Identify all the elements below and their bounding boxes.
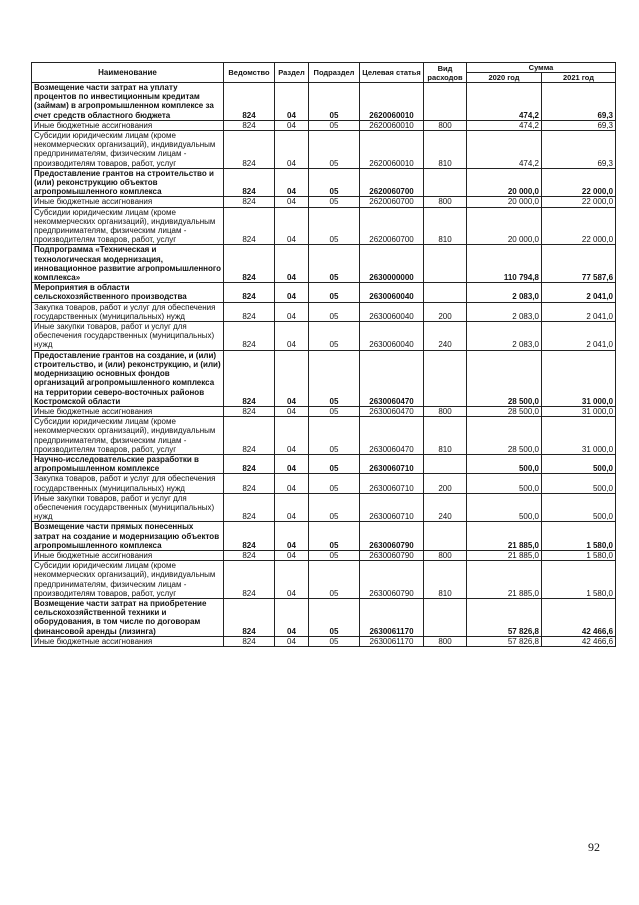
- cell-s2021: 69,3: [542, 120, 616, 130]
- cell-name: Предоставление грантов на строительство и (или) реконструкцию объектов агропромышленного комплекса: [32, 168, 224, 197]
- cell-target: 2630060040: [360, 322, 424, 351]
- cell-podrazdel: 05: [309, 598, 360, 636]
- cell-s2021: 31 000,0: [542, 350, 616, 406]
- cell-ved: 824: [224, 454, 275, 473]
- cell-podrazdel: 05: [309, 322, 360, 351]
- table-row: [32, 493, 616, 522]
- cell-name: Иные закупки товаров, работ и услуг для обеспечения государственных (муниципальных) нужд: [32, 322, 224, 351]
- cell-razdel: 04: [275, 322, 309, 351]
- table-row: [32, 245, 616, 283]
- cell-s2021: 22 000,0: [542, 197, 616, 207]
- cell-podrazdel: 05: [309, 522, 360, 551]
- cell-podrazdel: 05: [309, 83, 360, 121]
- cell-vid: [424, 83, 467, 121]
- cell-target: 2630060470: [360, 406, 424, 416]
- cell-s2020: 21 885,0: [467, 550, 542, 560]
- cell-name: Подпрограмма «Техническая и технологическая модернизация, инновационное развитие агропромышленного комплекса»: [32, 245, 224, 283]
- cell-vid: [424, 168, 467, 197]
- cell-vid: 800: [424, 550, 467, 560]
- cell-s2021: 1 580,0: [542, 561, 616, 599]
- cell-name: Иные бюджетные ассигнования: [32, 197, 224, 207]
- col-header-sum: Сумма: [467, 63, 616, 73]
- cell-target: 2620060010: [360, 83, 424, 121]
- table-row: [32, 350, 616, 406]
- table-row: [32, 636, 616, 646]
- cell-name: Возмещение части прямых понесенных затрат на создание и модернизацию объектов агропромышленного комплекса: [32, 522, 224, 551]
- cell-podrazdel: 05: [309, 350, 360, 406]
- table-row: [32, 322, 616, 351]
- cell-vid: 200: [424, 474, 467, 493]
- cell-s2021: 500,0: [542, 454, 616, 473]
- cell-s2021: 31 000,0: [542, 417, 616, 455]
- table-row: [32, 283, 616, 302]
- cell-vid: [424, 454, 467, 473]
- cell-name: Закупка товаров, работ и услуг для обеспечения государственных (муниципальных) нужд: [32, 302, 224, 321]
- cell-s2021: 2 041,0: [542, 283, 616, 302]
- cell-razdel: 04: [275, 350, 309, 406]
- cell-ved: 824: [224, 322, 275, 351]
- cell-vid: [424, 350, 467, 406]
- cell-razdel: 04: [275, 245, 309, 283]
- table-row: [32, 522, 616, 551]
- cell-razdel: 04: [275, 454, 309, 473]
- table-row: [32, 168, 616, 197]
- page-number: 92: [588, 840, 600, 854]
- cell-target: 2630060710: [360, 474, 424, 493]
- cell-name: Иные закупки товаров, работ и услуг для обеспечения государственных (муниципальных) нужд: [32, 493, 224, 522]
- cell-ved: 824: [224, 350, 275, 406]
- cell-ved: 824: [224, 598, 275, 636]
- table-row: [32, 474, 616, 493]
- cell-ved: 824: [224, 283, 275, 302]
- cell-ved: 824: [224, 120, 275, 130]
- cell-razdel: 04: [275, 302, 309, 321]
- cell-target: 2620060700: [360, 197, 424, 207]
- cell-s2020: 28 500,0: [467, 417, 542, 455]
- cell-name: Субсидии юридическим лицам (кроме некоммерческих организаций), индивидуальным предпринимателям, физическим лицам - производителям товаров, работ, услуг: [32, 131, 224, 169]
- cell-razdel: 04: [275, 636, 309, 646]
- cell-s2020: 2 083,0: [467, 283, 542, 302]
- cell-vid: 800: [424, 406, 467, 416]
- cell-razdel: 04: [275, 550, 309, 560]
- cell-name: Иные бюджетные ассигнования: [32, 636, 224, 646]
- cell-vid: 240: [424, 493, 467, 522]
- table-row: [32, 207, 616, 245]
- cell-s2021: 2 041,0: [542, 322, 616, 351]
- table-row: [32, 417, 616, 455]
- cell-ved: 824: [224, 522, 275, 551]
- cell-vid: 810: [424, 561, 467, 599]
- cell-s2021: 500,0: [542, 474, 616, 493]
- cell-podrazdel: 05: [309, 636, 360, 646]
- cell-name: Возмещение части затрат на приобретение сельскохозяйственной техники и оборудования, в том числе по договорам финансовой аренды (лизинга): [32, 598, 224, 636]
- col-header-podrazdel: Подраздел: [309, 63, 360, 83]
- cell-podrazdel: 05: [309, 245, 360, 283]
- budget-sheet: [31, 62, 615, 647]
- cell-name: Предоставление грантов на создание, и (или) строительство, и (или) реконструкцию, и (или) модернизацию основных фондов организаций агропромышленного комплекса на территории северо-восточных районов Костромской области: [32, 350, 224, 406]
- cell-name: Иные бюджетные ассигнования: [32, 406, 224, 416]
- cell-podrazdel: 05: [309, 550, 360, 560]
- cell-ved: 824: [224, 197, 275, 207]
- cell-target: 2620060700: [360, 207, 424, 245]
- cell-s2020: 57 826,8: [467, 598, 542, 636]
- cell-razdel: 04: [275, 598, 309, 636]
- cell-razdel: 04: [275, 474, 309, 493]
- cell-razdel: 04: [275, 406, 309, 416]
- cell-razdel: 04: [275, 493, 309, 522]
- cell-vid: 800: [424, 636, 467, 646]
- cell-podrazdel: 05: [309, 474, 360, 493]
- cell-s2021: 500,0: [542, 493, 616, 522]
- table-row: [32, 302, 616, 321]
- cell-vid: [424, 283, 467, 302]
- cell-s2020: 500,0: [467, 474, 542, 493]
- cell-podrazdel: 05: [309, 561, 360, 599]
- col-header-razdel: Раздел: [275, 63, 309, 83]
- table-row: [32, 454, 616, 473]
- cell-razdel: 04: [275, 168, 309, 197]
- cell-podrazdel: 05: [309, 207, 360, 245]
- cell-ved: 824: [224, 302, 275, 321]
- cell-name: Закупка товаров, работ и услуг для обеспечения государственных (муниципальных) нужд: [32, 474, 224, 493]
- cell-ved: 824: [224, 83, 275, 121]
- cell-s2020: 2 083,0: [467, 322, 542, 351]
- cell-ved: 824: [224, 493, 275, 522]
- cell-podrazdel: 05: [309, 417, 360, 455]
- cell-ved: 824: [224, 550, 275, 560]
- cell-ved: 824: [224, 417, 275, 455]
- cell-podrazdel: 05: [309, 168, 360, 197]
- cell-s2021: 31 000,0: [542, 406, 616, 416]
- cell-s2020: 21 885,0: [467, 522, 542, 551]
- cell-name: Субсидии юридическим лицам (кроме некоммерческих организаций), индивидуальным предпринимателям, физическим лицам - производителям товаров, работ, услуг: [32, 417, 224, 455]
- cell-s2020: 474,2: [467, 83, 542, 121]
- cell-target: 2630060790: [360, 561, 424, 599]
- cell-ved: 824: [224, 474, 275, 493]
- cell-target: 2630060710: [360, 493, 424, 522]
- cell-ved: 824: [224, 406, 275, 416]
- cell-s2020: 57 826,8: [467, 636, 542, 646]
- cell-s2020: 500,0: [467, 493, 542, 522]
- col-header-2021: 2021 год: [542, 73, 616, 83]
- table-row: [32, 406, 616, 416]
- cell-vid: 800: [424, 120, 467, 130]
- cell-razdel: 04: [275, 120, 309, 130]
- cell-name: Возмещение части затрат на уплату процентов по инвестиционным кредитам (займам) в агропромышленном комплексе за счет средств областного бюджета: [32, 83, 224, 121]
- cell-target: 2620060010: [360, 120, 424, 130]
- cell-name: Субсидии юридическим лицам (кроме некоммерческих организаций), индивидуальным предпринимателям, физическим лицам - производителям товаров, работ, услуг: [32, 561, 224, 599]
- cell-vid: 800: [424, 197, 467, 207]
- cell-vid: [424, 245, 467, 283]
- cell-s2021: 42 466,6: [542, 636, 616, 646]
- cell-s2020: 20 000,0: [467, 207, 542, 245]
- cell-s2021: 1 580,0: [542, 522, 616, 551]
- cell-vid: 240: [424, 322, 467, 351]
- table-row: [32, 83, 616, 121]
- cell-target: 2630060040: [360, 302, 424, 321]
- cell-target: 2630060790: [360, 550, 424, 560]
- cell-podrazdel: 05: [309, 302, 360, 321]
- cell-name: Иные бюджетные ассигнования: [32, 550, 224, 560]
- table-row: [32, 598, 616, 636]
- cell-s2020: 500,0: [467, 454, 542, 473]
- cell-razdel: 04: [275, 417, 309, 455]
- cell-s2020: 474,2: [467, 131, 542, 169]
- cell-target: 2630061170: [360, 636, 424, 646]
- table-row: [32, 561, 616, 599]
- cell-ved: 824: [224, 245, 275, 283]
- cell-razdel: 04: [275, 522, 309, 551]
- cell-s2020: 28 500,0: [467, 406, 542, 416]
- cell-vid: 810: [424, 207, 467, 245]
- cell-razdel: 04: [275, 131, 309, 169]
- cell-ved: 824: [224, 168, 275, 197]
- cell-s2021: 69,3: [542, 83, 616, 121]
- cell-s2020: 21 885,0: [467, 561, 542, 599]
- cell-ved: 824: [224, 207, 275, 245]
- cell-s2021: 42 466,6: [542, 598, 616, 636]
- cell-ved: 824: [224, 561, 275, 599]
- cell-vid: 810: [424, 417, 467, 455]
- cell-podrazdel: 05: [309, 283, 360, 302]
- table-row: [32, 550, 616, 560]
- table-body: [32, 83, 616, 647]
- cell-s2021: 1 580,0: [542, 550, 616, 560]
- cell-s2020: 110 794,8: [467, 245, 542, 283]
- cell-razdel: 04: [275, 207, 309, 245]
- cell-vid: 810: [424, 131, 467, 169]
- cell-podrazdel: 05: [309, 406, 360, 416]
- cell-name: Иные бюджетные ассигнования: [32, 120, 224, 130]
- cell-target: 2630000000: [360, 245, 424, 283]
- col-header-2020: 2020 год: [467, 73, 542, 83]
- cell-target: 2620060010: [360, 131, 424, 169]
- cell-razdel: 04: [275, 197, 309, 207]
- cell-s2021: 22 000,0: [542, 207, 616, 245]
- cell-podrazdel: 05: [309, 131, 360, 169]
- cell-target: 2630060470: [360, 350, 424, 406]
- cell-s2020: 20 000,0: [467, 168, 542, 197]
- cell-vid: [424, 522, 467, 551]
- cell-name: Субсидии юридическим лицам (кроме некоммерческих организаций), индивидуальным предпринимателям, физическим лицам - производителям товаров, работ, услуг: [32, 207, 224, 245]
- col-header-vid: Вид расходов: [424, 63, 467, 83]
- cell-target: 2620060700: [360, 168, 424, 197]
- cell-s2021: 77 587,6: [542, 245, 616, 283]
- cell-podrazdel: 05: [309, 120, 360, 130]
- cell-s2021: 22 000,0: [542, 168, 616, 197]
- cell-s2020: 2 083,0: [467, 302, 542, 321]
- col-header-name: Наименование: [32, 63, 224, 83]
- cell-razdel: 04: [275, 283, 309, 302]
- cell-podrazdel: 05: [309, 454, 360, 473]
- cell-s2021: 2 041,0: [542, 302, 616, 321]
- cell-target: 2630061170: [360, 598, 424, 636]
- col-header-ved: Ведомство: [224, 63, 275, 83]
- cell-target: 2630060710: [360, 454, 424, 473]
- table-row: [32, 197, 616, 207]
- cell-s2020: 474,2: [467, 120, 542, 130]
- cell-podrazdel: 05: [309, 493, 360, 522]
- cell-target: 2630060470: [360, 417, 424, 455]
- cell-name: Мероприятия в области сельскохозяйственного производства: [32, 283, 224, 302]
- cell-name: Научно-исследовательские разработки в агропромышленном комплексе: [32, 454, 224, 473]
- table-row: [32, 131, 616, 169]
- table-row: [32, 120, 616, 130]
- cell-s2020: 28 500,0: [467, 350, 542, 406]
- cell-ved: 824: [224, 636, 275, 646]
- cell-target: 2630060790: [360, 522, 424, 551]
- cell-s2021: 69,3: [542, 131, 616, 169]
- cell-razdel: 04: [275, 83, 309, 121]
- col-header-target: Целевая статья: [360, 63, 424, 83]
- budget-table: [31, 62, 616, 647]
- cell-vid: [424, 598, 467, 636]
- cell-vid: 200: [424, 302, 467, 321]
- cell-s2020: 20 000,0: [467, 197, 542, 207]
- cell-razdel: 04: [275, 561, 309, 599]
- cell-ved: 824: [224, 131, 275, 169]
- cell-podrazdel: 05: [309, 197, 360, 207]
- cell-target: 2630060040: [360, 283, 424, 302]
